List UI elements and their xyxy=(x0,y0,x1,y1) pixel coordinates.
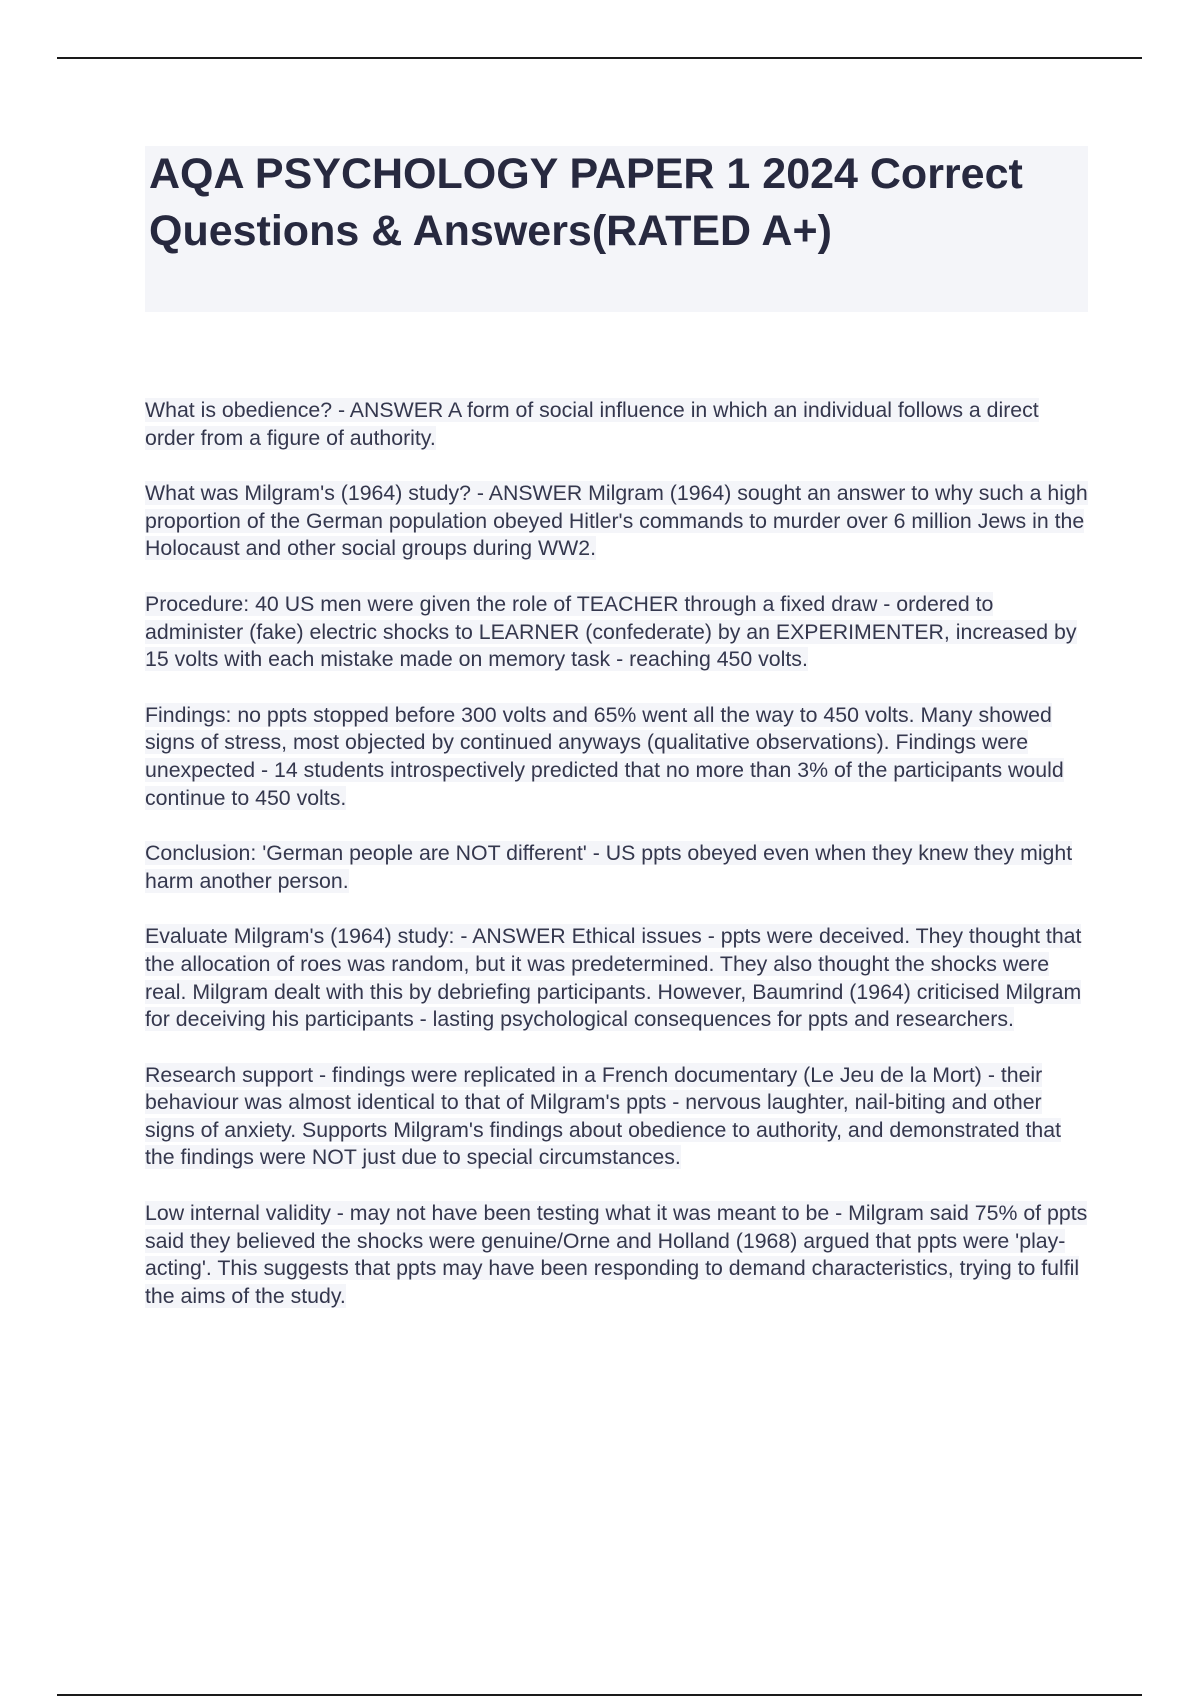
paragraph-text: Evaluate Milgram's (1964) study: - ANSWER Ethical issues - ppts were deceived. They thought that the allocation of roes was random, but it was predetermined. They also thought the shocks were real. Milgram dealt with this by debriefing participants. However, Baumrind (1964) criticised Milgram for deceiving his participants - lasting psychological consequences for ppts and researchers. xyxy=(145,924,1082,1032)
paragraph-text: What is obedience? - ANSWER A form of social influence in which an individual follows a direct order from a figure of authority. xyxy=(145,398,1039,450)
paragraph-text: What was Milgram's (1964) study? - ANSWER Milgram (1964) sought an answer to why such a high proportion of the German population obeyed Hitler's commands to murder over 6 million Jews in the Holocaust and other social groups during WW2. xyxy=(145,481,1088,561)
title-block xyxy=(145,146,1088,312)
paragraph-obedience-definition xyxy=(145,397,1088,452)
paragraph-text: Low internal validity - may not have been testing what it was meant to be - Milgram said 75% of ppts said they believed the shocks were genuine/Orne and Holland (1968) argued that ppts were 'play-acting'. This suggests that ppts may have been responding to demand characteristics, trying to fulfil the aims of the study. xyxy=(145,1201,1088,1308)
paragraph-internal-validity xyxy=(145,1200,1088,1310)
paragraph-text: Procedure: 40 US men were given the role of TEACHER through a fixed draw - ordered to administer (fake) electric shocks to LEARNER (confederate) by an EXPERIMENTER, increased by 15 volts with each mistake made on memory task - reaching 450 volts. xyxy=(145,591,1077,672)
paragraph-text: Research support - findings were replicated in a French documentary (Le Jeu de la Mort) - their behaviour was almost identical to that of Milgram's ppts - nervous laughter, nail-biting and other signs of anxiety. Supports Milgram's findings about obedience to authority, and demonstrated that the findings were NOT just due to special circumstances. xyxy=(145,1062,1062,1170)
paragraph-conclusion xyxy=(145,840,1088,895)
paragraph-text: Conclusion: 'German people are NOT different' - US ppts obeyed even when they knew they might harm another person. xyxy=(145,841,1073,893)
top-rule xyxy=(57,57,1142,59)
paragraph-procedure xyxy=(145,591,1088,674)
paragraph-text: Findings: no ppts stopped before 300 volts and 65% went all the way to 450 volts. Many showed signs of stress, most objected by continued anyways (qualitative observations). Findings were unexpected - 14 students introspectively predicted that no more than 3% of the participants would continue to 450 volts. xyxy=(145,702,1064,810)
paragraph-findings xyxy=(145,702,1088,812)
bottom-rule xyxy=(57,1694,1142,1696)
paragraph-milgram-study xyxy=(145,480,1088,563)
paragraph-evaluation-ethics xyxy=(145,923,1088,1033)
document-title: AQA PSYCHOLOGY PAPER 1 2024 Correct Questions & Answers(RATED A+) xyxy=(149,150,1023,255)
paragraph-research-support xyxy=(145,1062,1088,1172)
document-body xyxy=(145,397,1088,1338)
